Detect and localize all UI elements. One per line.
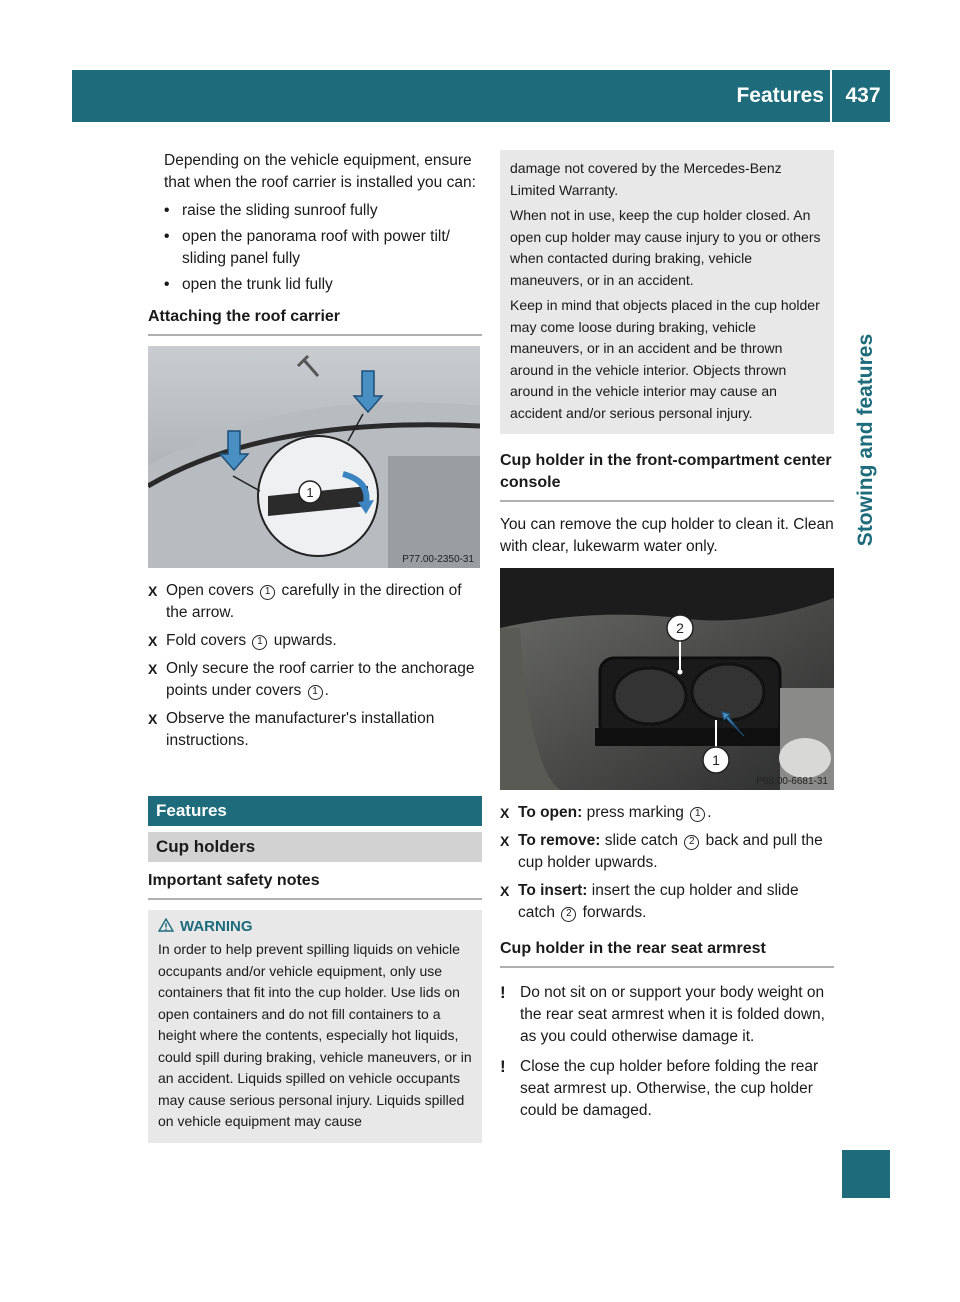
- warning-triangle-icon: [158, 918, 174, 932]
- requirements-list: [148, 200, 482, 296]
- note-item: ! Do not sit on or support your body weight on the rear seat armrest when it is folded down, as you could otherwise damage it.: [500, 983, 825, 1045]
- step-arrow-icon: X: [500, 883, 510, 899]
- svg-text:1: 1: [306, 485, 314, 500]
- bullet-icon: •: [164, 228, 170, 245]
- front-cupholder-text: You can remove the cup holder to clean it. Clean with clear, lukewarm water only.: [500, 516, 834, 555]
- warning-text-cont-3: Keep in mind that objects placed in the cup holder may come loose during braking, vehicle maneuvers, or in an accident and be thrown around in the vehicle interior. Objects thrown around in the vehicle interior may cause an accident and/or serious personal injury.: [510, 297, 820, 421]
- header-title: Features: [736, 84, 824, 107]
- image-code: P77.00-2350-31: [402, 554, 474, 565]
- list-item: • raise the sliding sunroof fully: [148, 200, 482, 222]
- step-item: X Fold covers 1 upwards.: [148, 630, 482, 652]
- warning-heading: WARNING: [158, 918, 472, 935]
- cup-holder-image: [500, 568, 834, 790]
- intro-text: Depending on the vehicle equipment, ensure that when the roof carrier is installed you can:: [164, 152, 476, 191]
- step-item: X To open: press marking 1 .: [500, 802, 834, 824]
- step-item: X Only secure the roof carrier to the anchorage points under covers 1 .: [148, 660, 475, 699]
- image-code: P68.00-6681-31: [756, 776, 828, 787]
- side-tab-block: [842, 1150, 890, 1198]
- right-column: [500, 150, 834, 1130]
- warning-box: [148, 910, 482, 1143]
- safety-heading: Important safety notes: [148, 870, 482, 900]
- step-arrow-icon: X: [500, 833, 510, 849]
- warning-box-continued: [500, 150, 834, 434]
- warning-text: In order to help prevent spilling liquids on vehicle occupants and/or vehicle equipment, only use containers that fit into the cup holder. Use lids on open containers and do not fill containers to a height where the contents, especially hot liquids, could spill during braking, vehicle maneuvers, or in an accident. Liquids spilled on vehicle occupants may cause serious personal injury. Liquids spilled on vehicle equipment may cause: [158, 941, 472, 1129]
- step-item: X Observe the manufacturer's installation instructions.: [148, 710, 435, 749]
- marker-2-icon: 2: [561, 907, 576, 922]
- roof-illustration: [148, 346, 480, 568]
- roof-carrier-image: [148, 346, 480, 568]
- attach-heading: Attaching the roof carrier: [148, 306, 482, 336]
- bullet-icon: •: [164, 202, 170, 219]
- marker-1-icon: 1: [308, 685, 323, 700]
- warning-text-cont-2: When not in use, keep the cup holder closed. An open cup holder may cause injury to you or others when contacted during braking, vehicle maneuvers, or in an accident.: [510, 207, 821, 288]
- features-band: Features: [148, 796, 482, 826]
- svg-text:1: 1: [712, 752, 720, 768]
- notes-list: [500, 982, 834, 1122]
- step-item: X To remove: slide catch 2 back and pull the cup holder upwards.: [500, 832, 823, 871]
- cupholder-steps: [500, 802, 834, 924]
- list-item: • open the panorama roof with power tilt/ sliding panel fully: [164, 228, 450, 267]
- marker-1-icon: 1: [252, 635, 267, 650]
- cup-holders-band: Cup holders: [148, 832, 482, 862]
- step-arrow-icon: X: [148, 661, 158, 677]
- step-arrow-icon: X: [148, 583, 158, 599]
- exclamation-icon: !: [500, 983, 506, 1002]
- marker-1-icon: 1: [260, 585, 275, 600]
- marker-1-icon: 1: [690, 807, 705, 822]
- header-divider: [830, 70, 832, 122]
- svg-text:2: 2: [676, 620, 684, 636]
- step-arrow-icon: X: [148, 711, 158, 727]
- left-column: [148, 150, 482, 1143]
- note-item: ! Close the cup holder before folding the rear seat armrest up. Otherwise, the cup holder could be damaged.: [500, 1057, 819, 1119]
- exclamation-icon: !: [500, 1057, 506, 1076]
- rear-cupholder-heading: Cup holder in the rear seat armrest: [500, 938, 834, 968]
- list-item: • open the trunk lid fully: [148, 274, 482, 296]
- step-arrow-icon: X: [148, 633, 158, 649]
- warning-text-cont-1: damage not covered by the Mercedes-Benz Limited Warranty.: [510, 160, 782, 198]
- front-cupholder-heading: Cup holder in the front-compartment center console: [500, 450, 834, 502]
- page-number: 437: [845, 84, 881, 107]
- attach-steps: [148, 580, 482, 752]
- step-item: X Open covers 1 carefully in the direction of the arrow.: [148, 582, 462, 621]
- step-item: X To insert: insert the cup holder and slide catch 2 forwards.: [500, 882, 799, 921]
- side-tab-label: Stowing and features: [854, 333, 877, 547]
- step-arrow-icon: X: [500, 805, 510, 821]
- marker-2-icon: 2: [684, 835, 699, 850]
- cup-holder-illustration: [500, 568, 834, 790]
- bullet-icon: •: [164, 276, 170, 293]
